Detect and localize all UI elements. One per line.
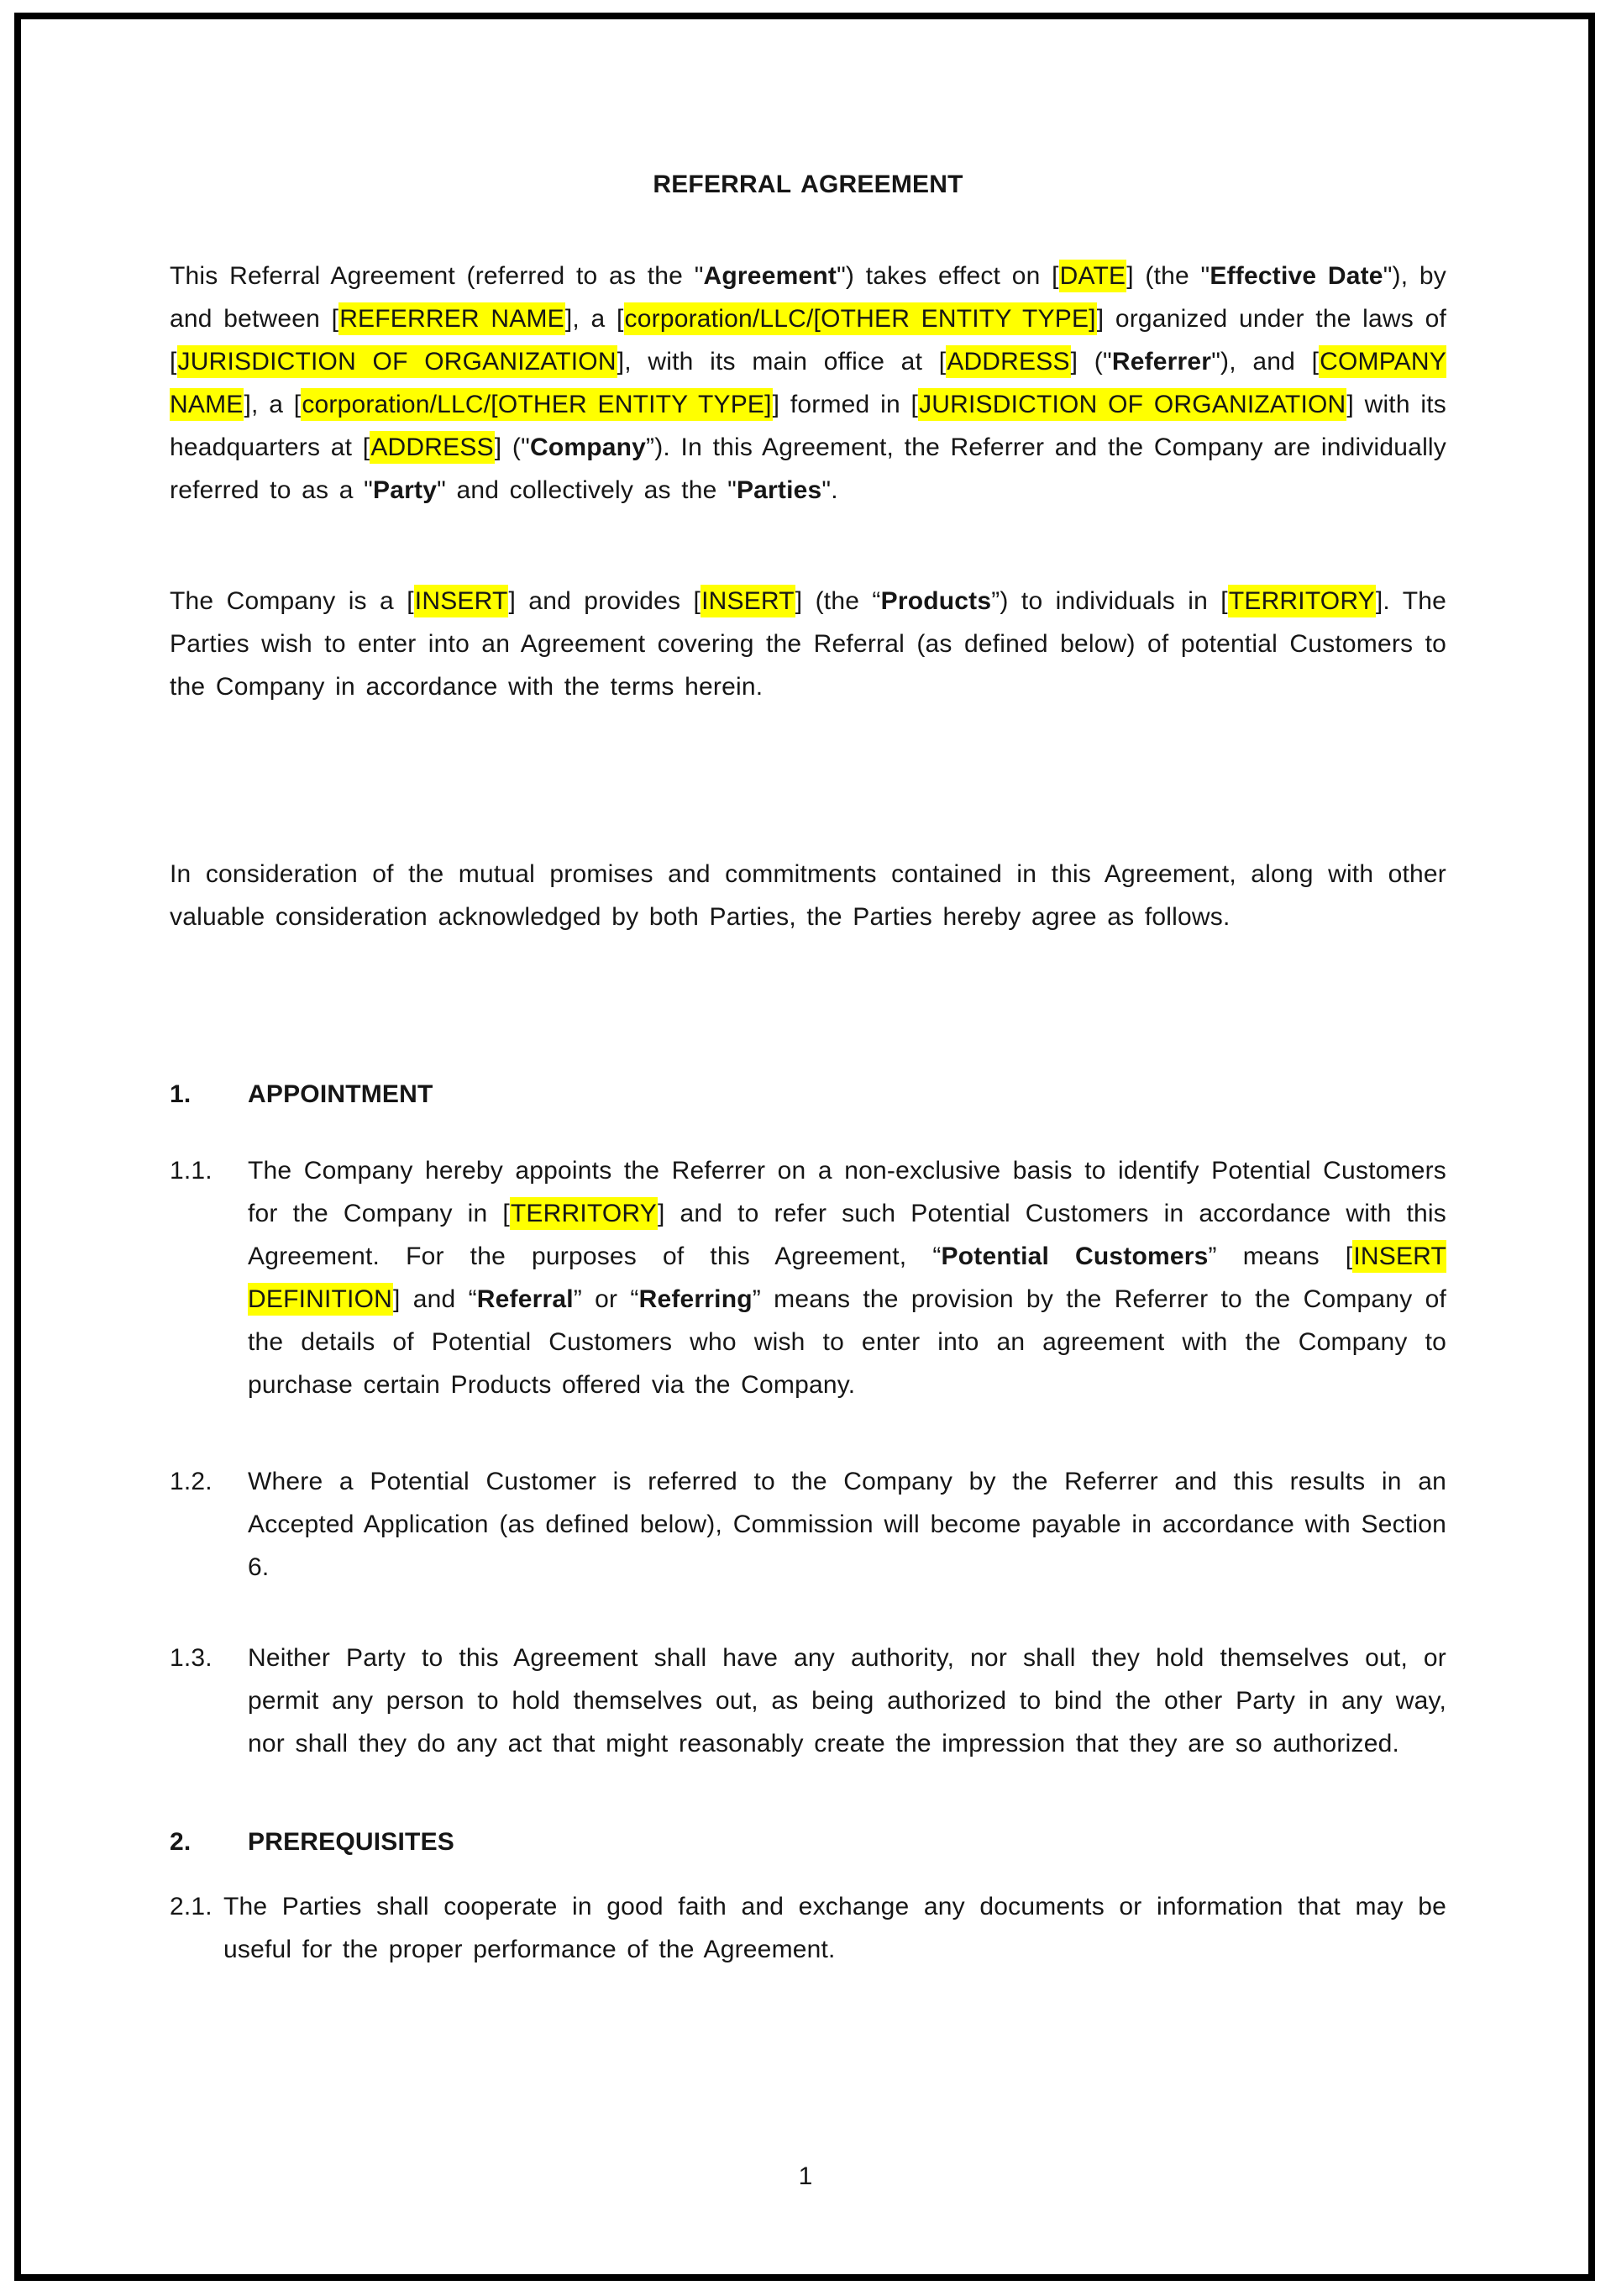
text-run: Effective Date: [1210, 262, 1383, 290]
section-number: 2.: [170, 1828, 192, 1856]
consideration-paragraph: [170, 853, 1446, 938]
text-run: ] with its headquarters at [: [170, 391, 1446, 461]
clause-1-1: [170, 1149, 1446, 1406]
placeholder-highlight: corporation/LLC/[OTHER ENTITY TYPE]: [301, 388, 772, 421]
placeholder-highlight: corporation/LLC/[OTHER ENTITY TYPE]: [624, 302, 1097, 335]
section-number: 1.: [170, 1080, 192, 1108]
text-run: ") takes effect on [: [837, 262, 1059, 290]
clause-text: [248, 1460, 1446, 1589]
clause-text: [223, 1885, 1446, 1971]
section-title: APPOINTMENT: [248, 1080, 433, 1108]
text-run: ] (the ": [1126, 262, 1210, 290]
text-run: " and collectively as the ": [437, 476, 737, 504]
placeholder-highlight: JURISDICTION OF ORGANIZATION: [177, 345, 617, 378]
text-run: Products: [880, 587, 992, 615]
text-run: Company: [529, 433, 647, 461]
text-run: The Company hereby appoints the Referrer on a non-exclusive basis to identify Potential Customers for the Company in [: [248, 1157, 1446, 1227]
section-title: PREREQUISITES: [248, 1828, 454, 1856]
clause-number: 1.3.: [170, 1644, 213, 1672]
page-content: [170, 19, 1446, 1971]
text-run: Referral: [476, 1285, 574, 1313]
text-run: ] (": [1070, 348, 1112, 376]
text-run: ”) to individuals in [: [991, 587, 1228, 615]
placeholder-highlight: ADDRESS: [370, 431, 494, 464]
text-run: ] organized under the laws of [: [170, 305, 1447, 376]
text-run: Party: [373, 476, 438, 504]
text-run: The Company is a [: [170, 587, 414, 615]
text-run: ], a [: [244, 391, 302, 418]
text-run: "), by and between [: [170, 262, 1446, 333]
text-run: ” means [: [1208, 1243, 1353, 1270]
text-run: ".: [821, 476, 838, 504]
text-run: Potential Customers: [941, 1243, 1209, 1270]
text-run: ] (the “: [795, 587, 881, 615]
placeholder-highlight: COMPANY NAME: [170, 345, 1446, 421]
text-run: ] and to refer such Potential Customers in accordance with this Agreement. For the purposes of this Agreement, “: [248, 1200, 1446, 1270]
text-run: ] (": [494, 433, 530, 461]
clause-number: 1.1.: [170, 1157, 213, 1185]
placeholder-highlight: INSERT: [701, 585, 795, 617]
text-run: This Referral Agreement (referred to as the ": [170, 262, 704, 290]
text-run: ], a [: [564, 305, 624, 333]
text-run: ] formed in [: [772, 391, 919, 418]
company-paragraph: [170, 580, 1446, 708]
text-run: ” or “: [573, 1285, 639, 1313]
text-run: Agreement: [703, 262, 837, 290]
text-run: In consideration of the mutual promises and commitments contained in this Agreement, along with other valuable consideration acknowledged by both Parties, the Parties hereby agree as follows.: [170, 860, 1446, 931]
text-run: ] and “: [393, 1285, 477, 1313]
section-1-heading: [170, 1073, 1446, 1116]
placeholder-highlight: INSERT DEFINITION: [248, 1240, 1446, 1316]
clause-text: [248, 1149, 1446, 1406]
text-run: Parties: [736, 476, 822, 504]
placeholder-highlight: DATE: [1059, 260, 1127, 292]
clause-1-2: [170, 1460, 1446, 1589]
text-run: Referrer: [1111, 348, 1212, 376]
placeholder-highlight: TERRITORY: [510, 1197, 658, 1230]
page-border-frame: [14, 13, 1595, 2281]
intro-paragraph: [170, 255, 1446, 512]
text-run: ” means the provision by the Referrer to the Company of the details of Potential Customers who wish to enter into an agreement with the Company to purchase certain Products offered via the Company.: [248, 1285, 1447, 1399]
text-run: Neither Party to this Agreement shall have any authority, nor shall they hold themselves out, or permit any person to hold themselves out, as being authorized to bind the other Party in any way, nor shall they do any act that might reasonably create the impression that they are so authorized.: [248, 1644, 1446, 1757]
text-run: ]. The Parties wish to enter into an Agreement covering the Referral (as defined below) of potential Customers to the Company in accordance with the terms herein.: [170, 587, 1447, 701]
text-run: "), and [: [1211, 348, 1320, 376]
clause-2-1: [170, 1885, 1446, 1971]
placeholder-highlight: JURISDICTION OF ORGANIZATION: [918, 388, 1346, 421]
clause-1-3: [170, 1637, 1446, 1765]
text-run: The Parties shall cooperate in good faith and exchange any documents or information that may be useful for the proper performance of the Agreement.: [223, 1893, 1446, 1963]
page-number: 1: [798, 2162, 813, 2190]
placeholder-highlight: ADDRESS: [946, 345, 1070, 378]
text-run: Referring: [638, 1285, 753, 1313]
placeholder-highlight: TERRITORY: [1228, 585, 1376, 617]
clause-text: [248, 1637, 1446, 1765]
clause-number: 1.2.: [170, 1468, 213, 1495]
document-title: REFERRAL AGREEMENT: [653, 171, 963, 198]
text-run: ”). In this Agreement, the Referrer and the Company are individually referred to as a ": [170, 433, 1446, 504]
text-run: ] and provides [: [508, 587, 701, 615]
placeholder-highlight: INSERT: [414, 585, 509, 617]
text-run: Where a Potential Customer is referred to the Company by the Referrer and this results in an Accepted Application (as defined below), Commission will become payable in accordance with Section 6.: [248, 1468, 1446, 1581]
clause-number: 2.1.: [170, 1893, 213, 1920]
text-run: ], with its main office at [: [617, 348, 947, 376]
section-2-heading: [170, 1821, 1446, 1863]
placeholder-highlight: REFERRER NAME: [338, 302, 565, 335]
